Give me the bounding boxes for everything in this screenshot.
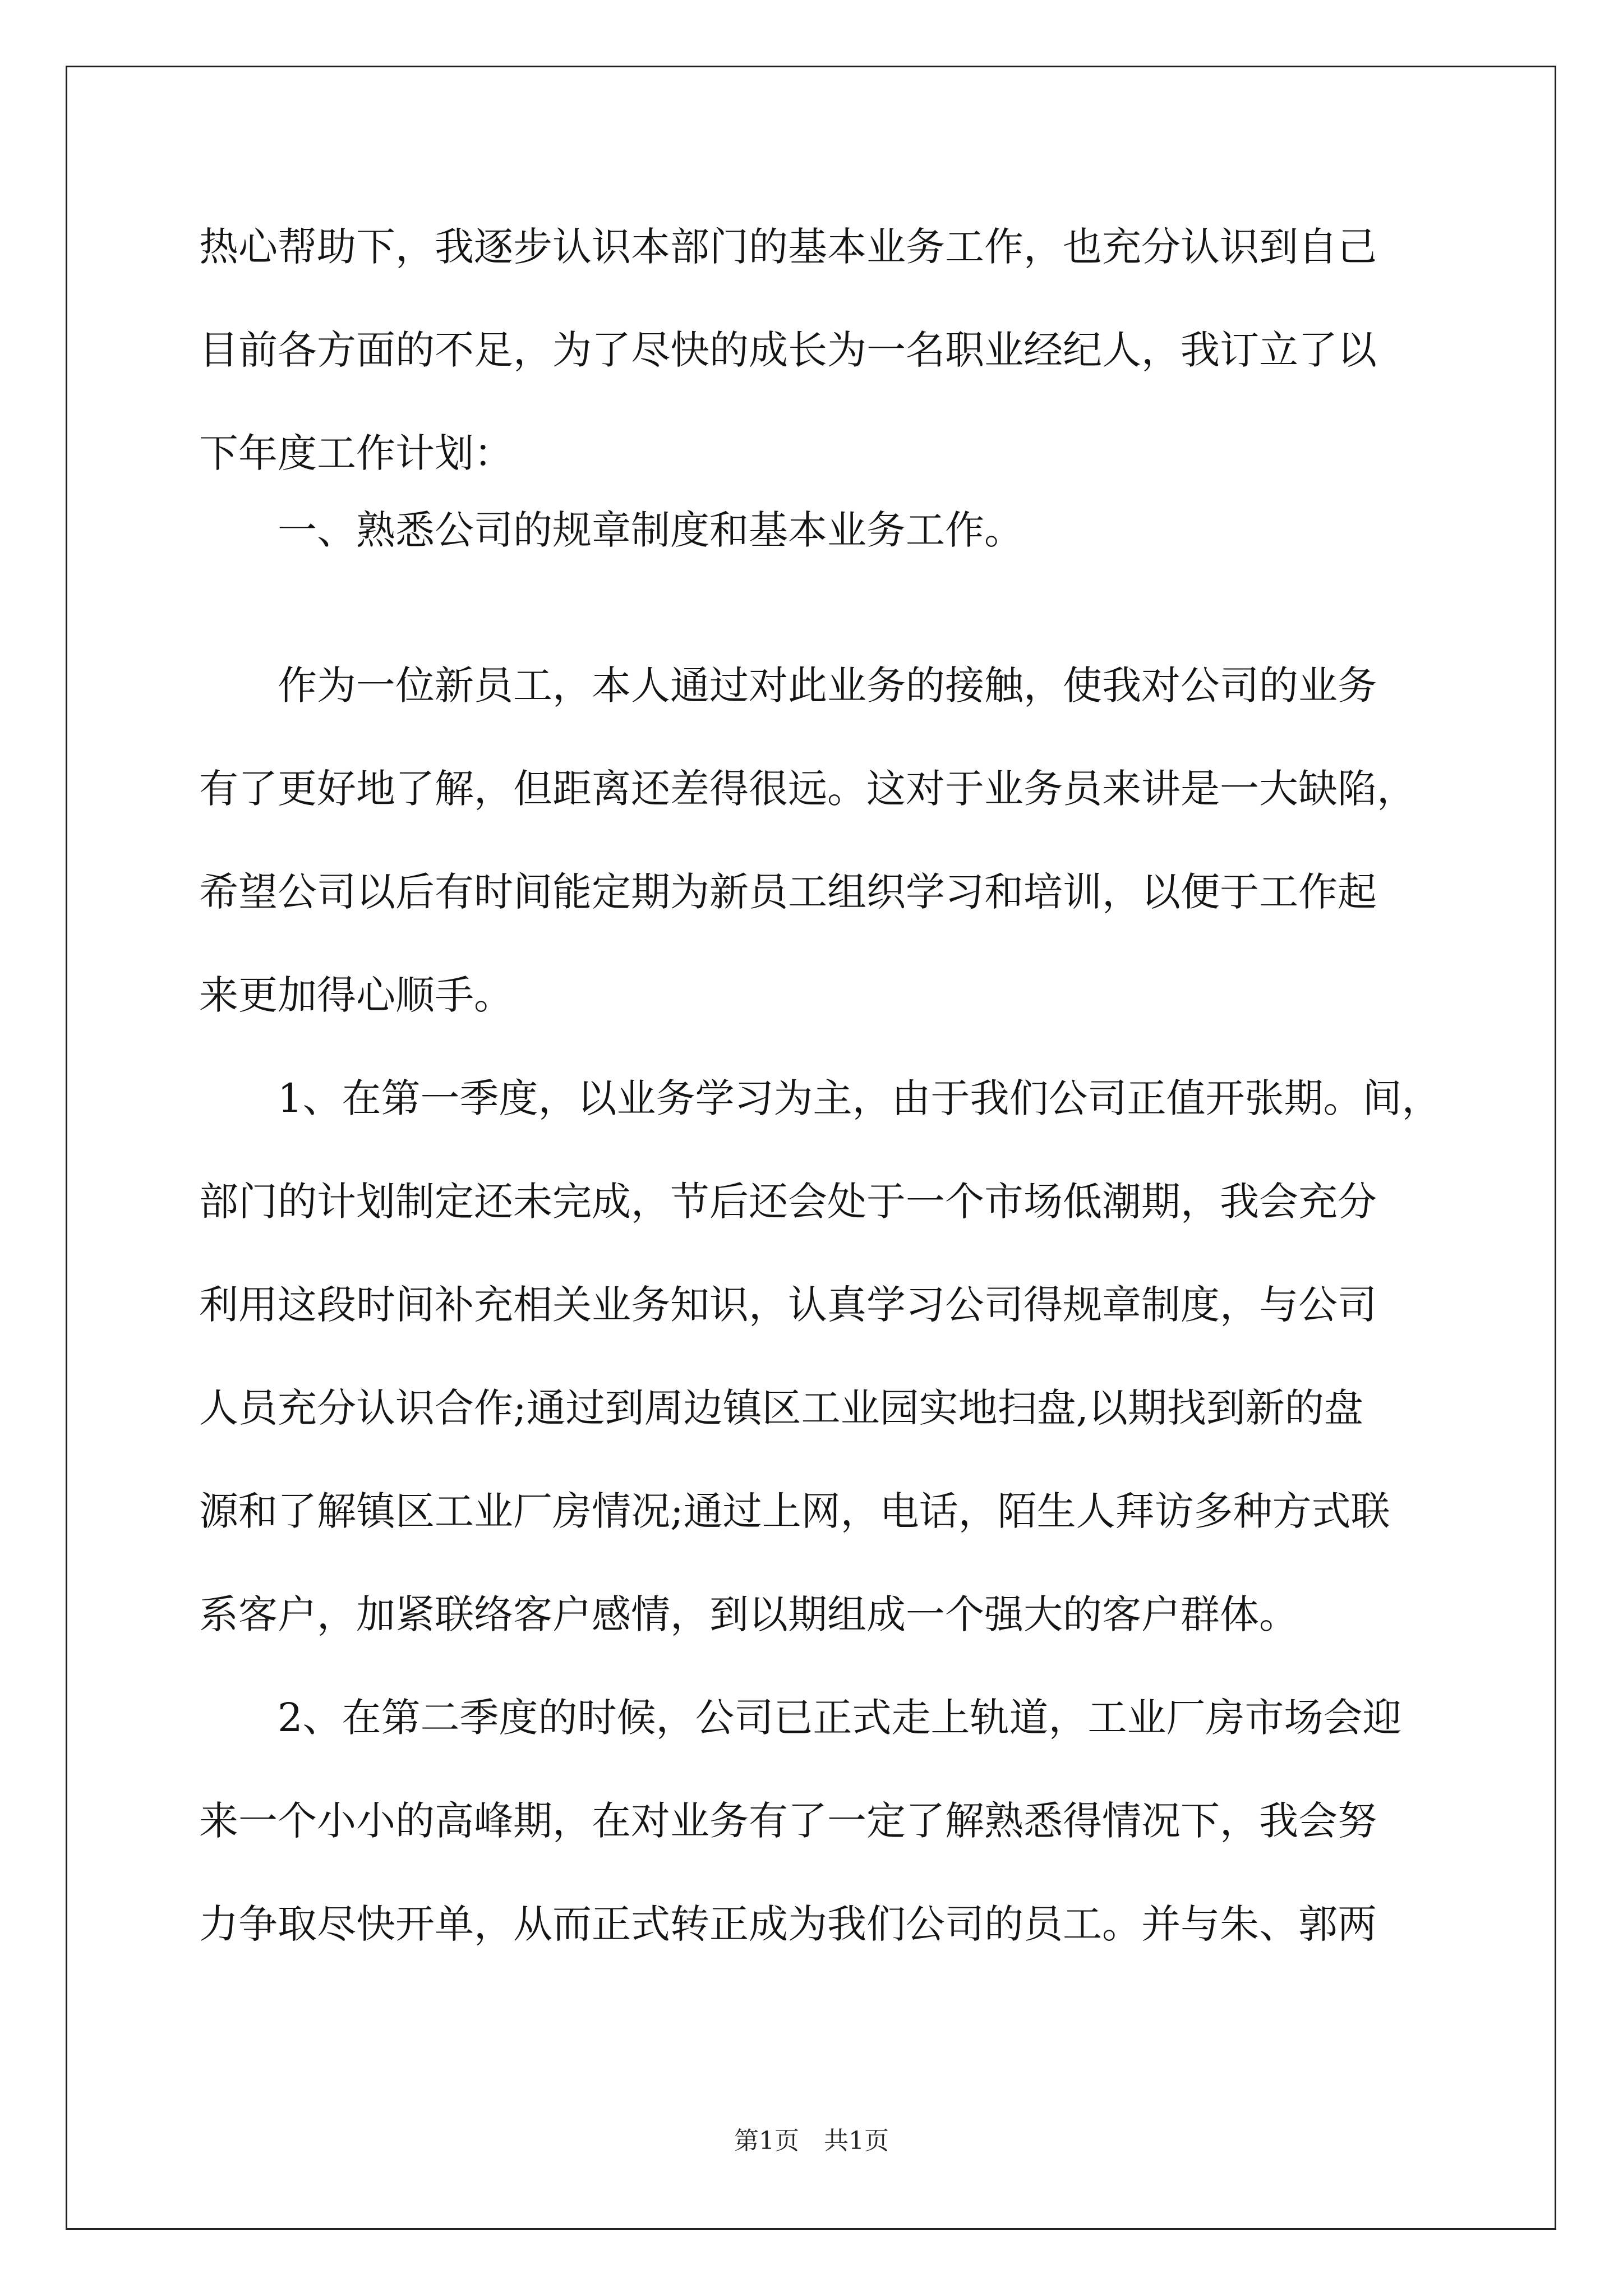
text-line: 来一个小小的高峰期，在对业务有了一定了解熟悉得情况下，我会努	[199, 1798, 1377, 1843]
text-line: 希望公司以后有时间能定期为新员工组织学习和培训，以便于工作起	[199, 869, 1377, 914]
text-line: 部门的计划制定还未完成，节后还会处于一个市场低潮期，我会充分	[199, 1179, 1377, 1224]
section-heading: 一、熟悉公司的规章制度和基本业务工作。	[199, 508, 1023, 553]
text-line: 下年度工作计划：	[199, 431, 513, 476]
text-line: 2、在第二季度的时候，公司已正式走上轨道，工业厂房市场会迎	[199, 1695, 1402, 1740]
text-line: 来更加得心顺手。	[199, 973, 513, 1018]
text-line: 力争取尽快开单，从而正式转正成为我们公司的员工。并与朱、郭两	[199, 1902, 1377, 1947]
text-line: 热心帮助下，我逐步认识本部门的基本业务工作，也充分认识到自己	[199, 224, 1377, 269]
page-footer: 第1页 共1页	[734, 2127, 889, 2155]
text-line: 利用这段时间补充相关业务知识，认真学习公司得规章制度，与公司	[199, 1282, 1377, 1327]
text-line: 人员充分认识合作;通过到周边镇区工业园实地扫盘,以期找到新的盘	[199, 1386, 1363, 1430]
text-line: 目前各方面的不足，为了尽快的成长为一名职业经纪人，我订立了以	[199, 328, 1377, 372]
text-line: 有了更好地了解，但距离还差得很远。这对于业务员来讲是一大缺陷，	[199, 766, 1416, 811]
text-line: 源和了解镇区工业厂房情况;通过上网，电话，陌生人拜访多种方式联	[199, 1489, 1390, 1534]
text-line: 作为一位新员工，本人通过对此业务的接触，使我对公司的业务	[199, 663, 1377, 708]
text-line: 系客户，加紧联络客户感情，到以期组成一个强大的客户群体。	[199, 1592, 1298, 1637]
text-line: 1、在第一季度，以业务学习为主，由于我们公司正值开张期。间，	[199, 1076, 1441, 1121]
